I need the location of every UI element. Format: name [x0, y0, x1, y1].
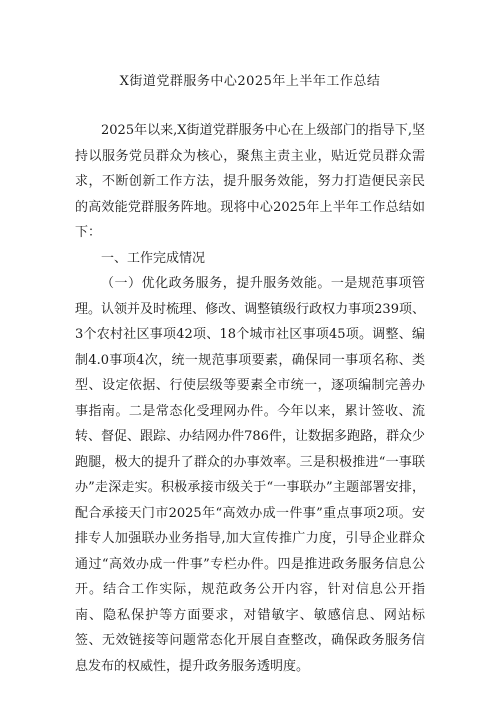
document-title: X街道党群服务中心2025年上半年工作总结: [119, 74, 381, 89]
intro-paragraph: 2025年以来,X街道党群服务中心在上级部门的指导下,坚持以服务党员群众为核心，聚焦主责主业，贴近党员群众需求，不断创新工作方法，提升服务效能，努力打造便民亲民的高效能党群服务阵地。现将中心2025年上半年工作总结如下：: [75, 123, 425, 240]
section-heading: 一、工作完成情况: [101, 250, 206, 266]
section-paragraph: （一）优化政务服务，提升服务效能。一是规范事项管理。认领并及时梳理、修改、调整镇级行政权力事项239项、3个农村社区事项42项、18个城市社区事项45项。调整、编制4.0事项4次，统一规范事项要素，确保同一事项名称、类型、设定依据、行使层级等要素全市统一，逐项编制完善办事指南。二是常态化受理网办件。今年以来，累计签收、流转、督促、跟踪、办结网办件786件，让数据多跑路，群众少跑腿，极大的提升了群众的办事效率。三是积极推进“一事联办”走深走实。积极承接市级关于“一事联办”主题部署安排，配合承接天门市2025年“高效办成一件事”重点事项2项。安排专人加强联办业务指导,加大宣传推广力度，引导企业群众通过“高效办成一件事”专栏办件。四是推进政务服务信息公开。结合工作实际，规范政务公开内容，针对信息公开指南、隐私保护等方面要求，对错敏字、敏感信息、网站标签、无效链接等问题常态化开展自查整改，确保政务服务信息发布的权威性，提升政务服务透明度。: [75, 276, 425, 674]
document-body: [75, 118, 425, 679]
